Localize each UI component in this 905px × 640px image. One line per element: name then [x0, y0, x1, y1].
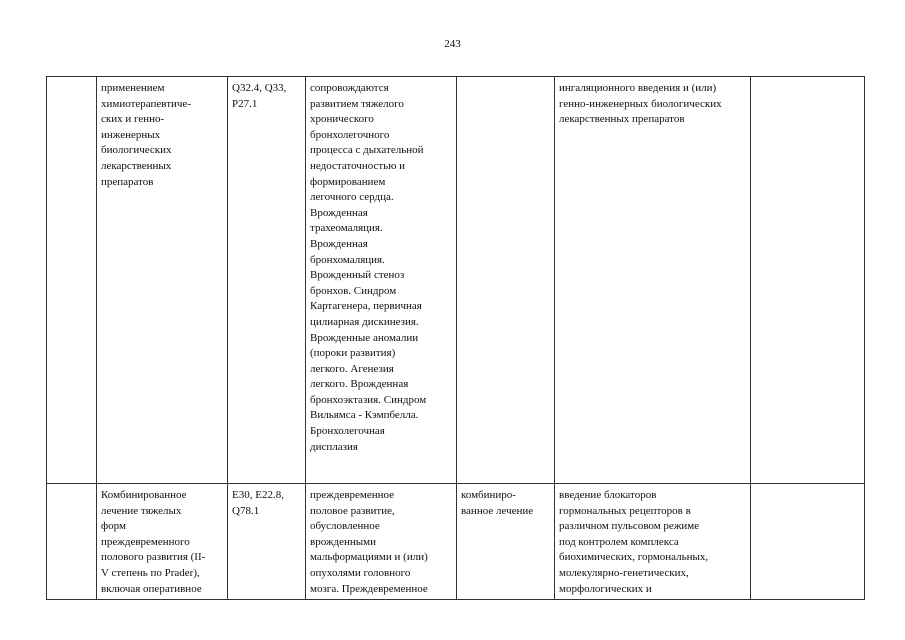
table-cell-treatment-type: [457, 77, 555, 484]
table-cell-patient-model: сопровождаются развитием тяжелого хронического бронхолегочного процесса с дыхательной недостаточностью и формированием легочного сердца. Врожденная трахеомаляция. Врожденная бронхомаляция. Врожденный стеноз бронхов. Синдром Картагенера, первичная цилиарная дискинезия. Врожденные аномалии (пороки развития) легкого. Агенезия легкого. Врожденная бронхоэктазия. Синдром Вильямса - Кэмпбелла. Бронхолегочная дисплазия: [306, 77, 457, 484]
table-row: [47, 484, 865, 600]
page-number: 243: [444, 38, 461, 50]
medical-care-table: [46, 76, 865, 600]
table-cell-icd-codes: Q32.4, Q33, P27.1: [228, 77, 306, 484]
table-cell-number: [47, 484, 97, 600]
table-cell-cost: [751, 77, 865, 484]
table-cell-number: [47, 77, 97, 484]
table-cell-treatment-type: комбиниро- ванное лечение: [457, 484, 555, 600]
table-cell-patient-model: преждевременное половое развитие, обусловленное врожденными мальформациями и (или) опухолями головного мозга. Преждевременное: [306, 484, 457, 600]
table-cell-treatment-method: введение блокаторов гормональных рецепторов в различном пульсовом режиме под контролем комплекса биохимических, гормональных, молекулярно-генетических, морфологических и: [555, 484, 751, 600]
table-cell-treatment-method: ингаляционного введения и (или) генно-инженерных биологических лекарственных препаратов: [555, 77, 751, 484]
table-row: [47, 77, 865, 484]
table-cell-cost: [751, 484, 865, 600]
table-cell-care-type: применением химиотерапевтиче- ских и генно- инженерных биологических лекарственных препаратов: [97, 77, 228, 484]
table-cell-care-type: Комбинированное лечение тяжелых форм преждевременного полового развития (II- V степень по Prader), включая оперативное: [97, 484, 228, 600]
table-cell-icd-codes: E30, E22.8, Q78.1: [228, 484, 306, 600]
